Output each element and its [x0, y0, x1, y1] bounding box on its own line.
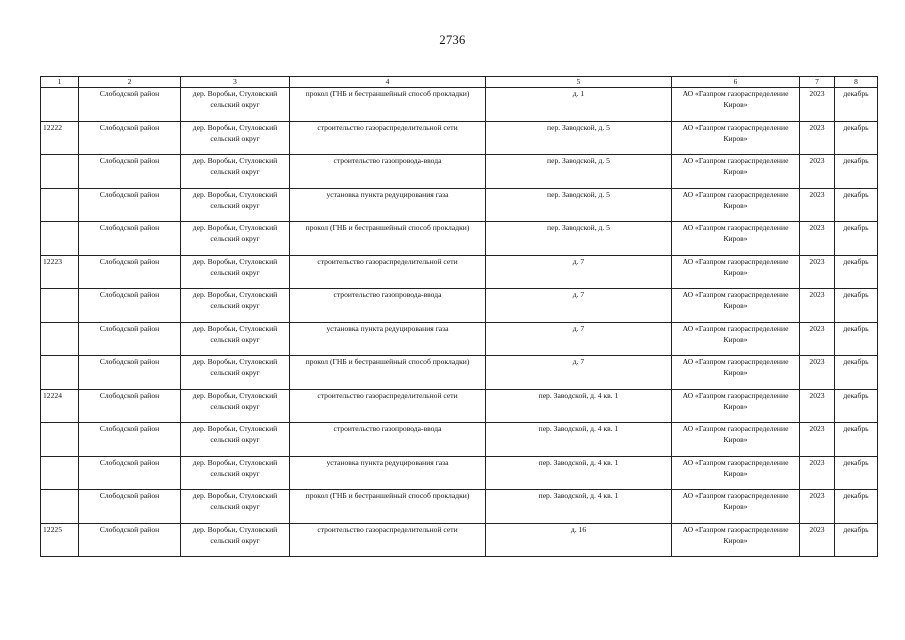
- organization-cell: АО «Газпром газораспределение Киров»: [672, 523, 800, 557]
- work-type-cell: установка пункта редуцирования газа: [290, 456, 486, 490]
- object-code: [41, 289, 79, 323]
- table-body: [41, 88, 878, 557]
- district-cell: Слободской район: [79, 255, 181, 289]
- organization-cell: АО «Газпром газораспределение Киров»: [672, 356, 800, 390]
- district-cell: Слободской район: [79, 222, 181, 256]
- address-cell: д. 7: [486, 322, 672, 356]
- settlement-cell: дер. Воробьи, Стуловский сельский округ: [181, 289, 290, 323]
- year-cell: 2023: [800, 456, 835, 490]
- address-cell: пер. Заводской, д. 4 кв. 1: [486, 490, 672, 524]
- object-code: [41, 356, 79, 390]
- district-cell: Слободской район: [79, 389, 181, 423]
- object-code: 12222: [41, 121, 79, 155]
- address-cell: пер. Заводской, д. 5: [486, 188, 672, 222]
- year-cell: 2023: [800, 356, 835, 390]
- table-row: [41, 188, 878, 222]
- table-row: [41, 155, 878, 189]
- work-type-cell: строительство газопровода-ввода: [290, 423, 486, 457]
- work-type-cell: строительство газораспределительной сети: [290, 255, 486, 289]
- settlement-cell: дер. Воробьи, Стуловский сельский округ: [181, 155, 290, 189]
- table-row: [41, 289, 878, 323]
- work-type-cell: установка пункта редуцирования газа: [290, 322, 486, 356]
- district-cell: Слободской район: [79, 88, 181, 122]
- work-type-cell: строительство газопровода-ввода: [290, 289, 486, 323]
- organization-cell: АО «Газпром газораспределение Киров»: [672, 423, 800, 457]
- registry-table: [40, 76, 878, 557]
- settlement-cell: дер. Воробьи, Стуловский сельский округ: [181, 255, 290, 289]
- settlement-cell: дер. Воробьи, Стуловский сельский округ: [181, 523, 290, 557]
- settlement-cell: дер. Воробьи, Стуловский сельский округ: [181, 456, 290, 490]
- work-type-cell: строительство газораспределительной сети: [290, 389, 486, 423]
- year-cell: 2023: [800, 423, 835, 457]
- table-row: [41, 356, 878, 390]
- column-header: 7: [800, 77, 835, 88]
- address-cell: пер. Заводской, д. 5: [486, 155, 672, 189]
- address-cell: д. 16: [486, 523, 672, 557]
- settlement-cell: дер. Воробьи, Стуловский сельский округ: [181, 490, 290, 524]
- table-row: [41, 121, 878, 155]
- column-header: 6: [672, 77, 800, 88]
- month-cell: декабрь: [835, 121, 878, 155]
- address-cell: д. 7: [486, 255, 672, 289]
- address-cell: пер. Заводской, д. 4 кв. 1: [486, 423, 672, 457]
- work-type-cell: прокол (ГНБ и бестраншейный способ прокладки): [290, 490, 486, 524]
- organization-cell: АО «Газпром газораспределение Киров»: [672, 188, 800, 222]
- month-cell: декабрь: [835, 356, 878, 390]
- settlement-cell: дер. Воробьи, Стуловский сельский округ: [181, 222, 290, 256]
- month-cell: декабрь: [835, 188, 878, 222]
- district-cell: Слободской район: [79, 423, 181, 457]
- table-row: [41, 88, 878, 122]
- year-cell: 2023: [800, 222, 835, 256]
- object-code: [41, 222, 79, 256]
- organization-cell: АО «Газпром газораспределение Киров»: [672, 322, 800, 356]
- district-cell: Слободской район: [79, 155, 181, 189]
- settlement-cell: дер. Воробьи, Стуловский сельский округ: [181, 423, 290, 457]
- object-code: [41, 188, 79, 222]
- work-type-cell: прокол (ГНБ и бестраншейный способ прокладки): [290, 356, 486, 390]
- district-cell: Слободской район: [79, 322, 181, 356]
- address-cell: пер. Заводской, д. 4 кв. 1: [486, 389, 672, 423]
- district-cell: Слободской район: [79, 456, 181, 490]
- month-cell: декабрь: [835, 423, 878, 457]
- settlement-cell: дер. Воробьи, Стуловский сельский округ: [181, 389, 290, 423]
- month-cell: декабрь: [835, 389, 878, 423]
- object-code: [41, 88, 79, 122]
- object-code: 12224: [41, 389, 79, 423]
- page-number: 2736: [439, 33, 466, 47]
- table-row: [41, 255, 878, 289]
- settlement-cell: дер. Воробьи, Стуловский сельский округ: [181, 356, 290, 390]
- month-cell: декабрь: [835, 322, 878, 356]
- object-code: [41, 155, 79, 189]
- district-cell: Слободской район: [79, 490, 181, 524]
- column-header: 4: [290, 77, 486, 88]
- organization-cell: АО «Газпром газораспределение Киров»: [672, 255, 800, 289]
- organization-cell: АО «Газпром газораспределение Киров»: [672, 222, 800, 256]
- district-cell: Слободской район: [79, 188, 181, 222]
- address-cell: пер. Заводской, д. 5: [486, 121, 672, 155]
- header-row: [41, 77, 878, 88]
- object-code: [41, 456, 79, 490]
- year-cell: 2023: [800, 289, 835, 323]
- district-cell: Слободской район: [79, 356, 181, 390]
- work-type-cell: прокол (ГНБ и бестраншейный способ прокладки): [290, 222, 486, 256]
- year-cell: 2023: [800, 322, 835, 356]
- district-cell: Слободской район: [79, 289, 181, 323]
- organization-cell: АО «Газпром газораспределение Киров»: [672, 289, 800, 323]
- work-type-cell: строительство газораспределительной сети: [290, 523, 486, 557]
- object-code: [41, 490, 79, 524]
- settlement-cell: дер. Воробьи, Стуловский сельский округ: [181, 188, 290, 222]
- table-row: [41, 456, 878, 490]
- object-code: 12223: [41, 255, 79, 289]
- address-cell: пер. Заводской, д. 5: [486, 222, 672, 256]
- organization-cell: АО «Газпром газораспределение Киров»: [672, 121, 800, 155]
- organization-cell: АО «Газпром газораспределение Киров»: [672, 88, 800, 122]
- organization-cell: АО «Газпром газораспределение Киров»: [672, 389, 800, 423]
- work-type-cell: прокол (ГНБ и бестраншейный способ прокладки): [290, 88, 486, 122]
- month-cell: декабрь: [835, 255, 878, 289]
- year-cell: 2023: [800, 255, 835, 289]
- year-cell: 2023: [800, 389, 835, 423]
- year-cell: 2023: [800, 88, 835, 122]
- settlement-cell: дер. Воробьи, Стуловский сельский округ: [181, 88, 290, 122]
- column-header: 2: [79, 77, 181, 88]
- address-cell: пер. Заводской, д. 4 кв. 1: [486, 456, 672, 490]
- month-cell: декабрь: [835, 222, 878, 256]
- address-cell: д. 7: [486, 289, 672, 323]
- month-cell: декабрь: [835, 523, 878, 557]
- year-cell: 2023: [800, 523, 835, 557]
- organization-cell: АО «Газпром газораспределение Киров»: [672, 155, 800, 189]
- table-row: [41, 523, 878, 557]
- address-cell: д. 7: [486, 356, 672, 390]
- month-cell: декабрь: [835, 289, 878, 323]
- month-cell: декабрь: [835, 88, 878, 122]
- work-type-cell: установка пункта редуцирования газа: [290, 188, 486, 222]
- table-header: [41, 77, 878, 88]
- settlement-cell: дер. Воробьи, Стуловский сельский округ: [181, 322, 290, 356]
- settlement-cell: дер. Воробьи, Стуловский сельский округ: [181, 121, 290, 155]
- object-code: [41, 322, 79, 356]
- column-header: 5: [486, 77, 672, 88]
- table-row: [41, 389, 878, 423]
- organization-cell: АО «Газпром газораспределение Киров»: [672, 456, 800, 490]
- work-type-cell: строительство газопровода-ввода: [290, 155, 486, 189]
- table-row: [41, 490, 878, 524]
- table-row: [41, 322, 878, 356]
- work-type-cell: строительство газораспределительной сети: [290, 121, 486, 155]
- table-row: [41, 222, 878, 256]
- year-cell: 2023: [800, 121, 835, 155]
- district-cell: Слободской район: [79, 523, 181, 557]
- year-cell: 2023: [800, 490, 835, 524]
- month-cell: декабрь: [835, 490, 878, 524]
- object-code: 12225: [41, 523, 79, 557]
- month-cell: декабрь: [835, 456, 878, 490]
- column-header: 3: [181, 77, 290, 88]
- table-row: [41, 423, 878, 457]
- month-cell: декабрь: [835, 155, 878, 189]
- year-cell: 2023: [800, 155, 835, 189]
- organization-cell: АО «Газпром газораспределение Киров»: [672, 490, 800, 524]
- object-code: [41, 423, 79, 457]
- district-cell: Слободской район: [79, 121, 181, 155]
- year-cell: 2023: [800, 188, 835, 222]
- column-header: 1: [41, 77, 79, 88]
- address-cell: д. 1: [486, 88, 672, 122]
- column-header: 8: [835, 77, 878, 88]
